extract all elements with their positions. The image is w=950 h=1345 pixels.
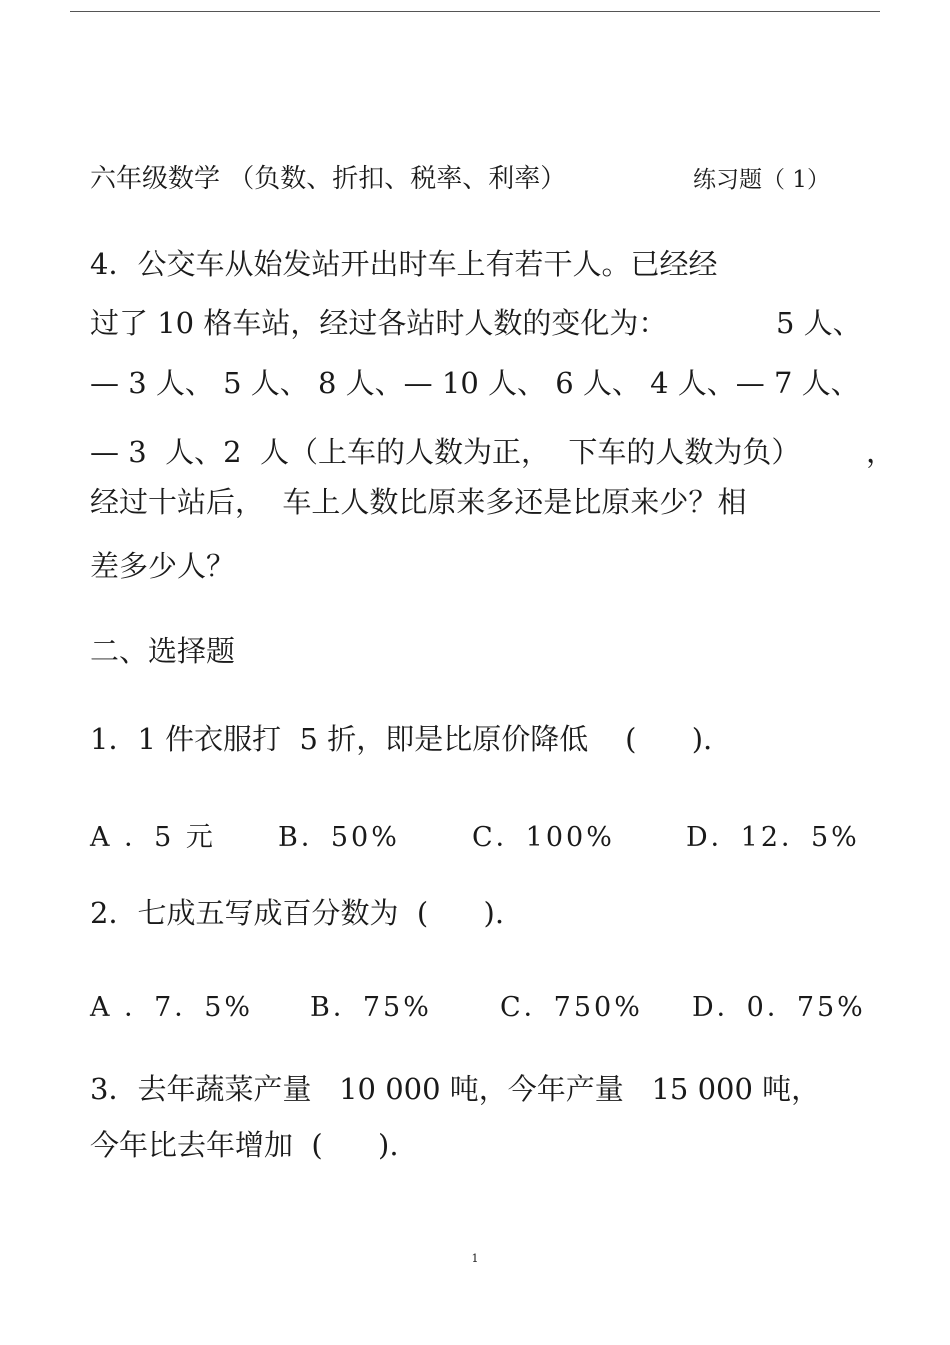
- q1-option-a: A ．5 元: [90, 822, 216, 853]
- q4-line-4: — 3 人、2 人（上车的人数为正， 下车的人数为负）: [90, 435, 801, 469]
- q2-option-a: A ．7．5%: [90, 992, 254, 1023]
- q4-line-3: — 3 人、 5 人、 8 人、— 10 人、 6 人、 4 人、— 7 人、: [90, 366, 860, 400]
- q2-option-d: D．0．75%: [692, 992, 866, 1023]
- q4-line-4-tail: ，: [866, 435, 896, 469]
- worksheet-title: 六年级数学 （负数、折扣、税率、利率）: [90, 164, 567, 194]
- q1-option-b: B．50%: [278, 822, 400, 853]
- q2-option-b: B．75%: [310, 992, 432, 1023]
- q4-line-5: 经过十站后， 车上人数比原来多还是比原来少？相: [90, 485, 747, 519]
- q4-line-2: 过了 10 格车站，经过各站时人数的变化为：: [90, 306, 668, 340]
- section-heading: 二、选择题: [90, 634, 236, 668]
- q2-stem: 2．七成五写成百分数为 ( ).: [90, 896, 505, 930]
- q3-line-1: 3．去年蔬菜产量 10 000 吨，今年产量 15 000 吨，: [90, 1072, 821, 1106]
- page-number: 1: [471, 1252, 479, 1265]
- q4-line-2-tail: 5 人、: [776, 306, 862, 340]
- top-rule: [70, 11, 880, 12]
- worksheet-subtitle: 练习题（ 1）: [693, 167, 830, 193]
- q2-option-c: C．750%: [500, 992, 643, 1023]
- q1-option-d: D．12．5%: [686, 822, 860, 853]
- q4-line-1: 4．公交车从始发站开出时车上有若干人。已经经: [90, 247, 718, 281]
- q1-option-c: C．100%: [472, 822, 615, 853]
- q1-stem: 1．1 件衣服打 5 折，即是比原价降低 ( ).: [90, 722, 713, 756]
- q3-line-2: 今年比去年增加 ( ).: [90, 1128, 399, 1162]
- q4-line-6: 差多少人？: [90, 549, 236, 583]
